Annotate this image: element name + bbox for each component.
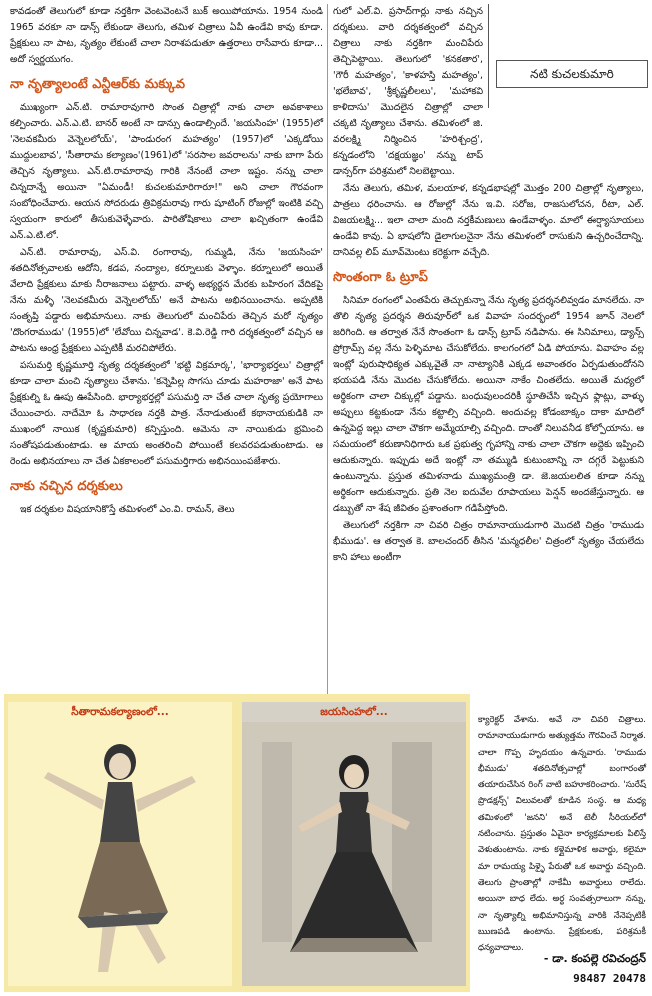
photo-caption: జయసింహలో... [320,706,388,718]
author-signature: - డా. కంపల్లె రవిచంద్రన్ [543,952,646,965]
photo-strip [4,694,470,992]
article-column-1 [10,4,323,692]
paragraph: తెలుగులో నర్తకిగా నా చివరి చిత్రం రామానాయుడుగారి మొదటి చిత్రం 'రాముడు భీముడు'. ఆ తర్వాత కె. బాలచందర్ తీసిన 'మన్మధలీల' చిత్రంలో నృత్యం చేయలేదు కాని హాలు అంటీగా [333,520,644,563]
article-title-box: నటి కుచలకుమారి [496,60,648,88]
paragraph: పసుమర్తి కృష్ణమూర్తి నృత్య దర్శకత్వంలో 'భట్టి విక్రమార్క', 'భార్యాభర్తలు' చిత్రాల్లో కూడా చాలా మంచి నృత్యాలు చేశాను. 'కన్నెపిల్ల సొగసు చూడు మహరాజా' అనే పాట ప్రేక్షకుల్ని ఓ ఊపు ఊపేసింది. భార్యాభర్తల్లో పసుమర్తి నా చేత చాలా నృత్య ప్రయోగాలు చేయించారు. నాదేమో ఓ సాధారణ నర్తకి పాత్ర. నేనాడుతుంటే కథానాయకుడికి నా ముఖంలో నాయిక (కృష్ణకుమారి) కన్పిస్తుంది. ఆమెను నా నాయికుడు భ్రమించి సంతోషపడుతుంటాడు. ఆ మాయ అంతరించి పోయింటే కలవరపడుతుంటాడు. ఆ రెండు అభినయాలు నా చేత ఏకకాలంలో పసుమర్తిగారు అభినయింపజేశారు. [10,360,323,467]
paragraph: ఎన్.టి. రామారావు, ఎస్.వి. రంగారావు, గుమ్మడి, నేను 'జయసింహ' శతదినోత్సవాలకు ఆదోని, కడప, నంద్యాల, కర్నూలుకు వెళ్ళాం. కర్నూలులో అయితే వేలాది ప్రేక్షకులు మాకు నీరాజనాలు పట్టారు. వాళ్ళ అభ్యర్థన మేరకు బహిరంగ వేదికపై నేను మళ్ళీ 'నెలవకమీరు వెన్నెలలోయ్' అనే పాటను అభినయించాను. అప్పటికి సంతృప్తి పడ్డారు అభిమానులు. నాకు తెలుగులో మంచిపేరు తెచ్చిన మరో నృత్యం 'దొంగరాముడు' (1955)లో 'లేవోయి చిన్నవాడ'. కె.వి.రెడ్డి గారి దర్శకత్వంలో వచ్చిన ఆ పాటను ఆంధ్ర ప్రేక్షకులు ఎప్పటికీ మరచిపోలేరు. [10,247,323,354]
column-divider [327,4,328,704]
paragraph: నేను తెలుగు, తమిళ, మలయాళ, కన్నడభాషల్లో మొత్తం 200 చిత్రాల్లో నృత్యాలు, పాత్రలు ధరించాను. ఆ రోజుల్లో నేను ఇ.వి. సరోజ, రాజసులోచన, రీటా, ఎల్. విజయలక్ష్మి... ఇలా చాలా మంది నర్తకీమణులు ఉండేవాళ్ళం. మాలో ఈర్ష్యాసూయలు ఉండేవి కావు. ఏ భాషలోని డైలాగులనైనా నేను తమిళంలో రాసుకుని ఉచ్చరించేదాన్ని. దానివల్ల లిప్ మూవ్‌మెంటు కరెక్టుగా వచ్చేది. [333,183,644,258]
section-heading-directors: నాకు నచ్చిన దర్శకులు [10,479,123,494]
paragraph: ఇక దర్శకుల విషయానికొస్తే తమిళంలో ఎం.వి. రామన్, తెలు [20,504,235,515]
paragraph: కావడంతో తెలుగులో కూడా నర్తకిగా వెంటవెంటనే బుక్ అయిపోయాను. 1954 నుండి 1965 వరకూ నా డాన్స్ లేకుండా తెలుగు, తమిళ చిత్రాలు ఏవీ ఉండేవి కావు కూడా. ప్రేక్షకులు నా పాట, నృత్యం లేకుంటే చాలా నిరాశపడుతూ ఉత్తరాలు రాసేవారు కూడా... అదో స్వర్ణయుగం. [10,6,323,65]
dancer-illustration [8,702,232,986]
dancer-photo-illustration [242,702,466,986]
paragraph: క్యారెక్టర్ వేశాను. అవే నా చివరి చిత్రాలు. రామానాయుడుగారు అత్యుత్తమ గౌరవించే నిర్మాత. చాలా గొప్ప హృదయం ఉన్నవారు. 'రాముడు భీముడు' శతదినోత్సవాల్లో బంగారంతో తయారుచేసిన రింగ్ వాటి బహూకరించారు. 'సురేష్ ప్రొడక్షన్స్' విలువలతో కూడిన సంస్థ. ఆ మధ్య తమిళంలో 'జనని' అనే టెలీ సీరియల్‌లో నటించాను. ప్రస్తుతం ఏవైనా కార్యక్రమాలకు పిలిస్తే వెళుతుంటాను. నాకు కళ్లైమాళిక అవార్డు, కలైమా మా రామయ్య పిళ్ళై పేరుతో ఒక అవార్డు వచ్చింది. తెలుగు ప్రాంతాల్లో నాకేమీ అవార్డులు రాలేదు. అయినా బాధ లేదు. అర్ధ సంవత్సరాలుగా నన్ను, నా నృత్యాల్ని అభిమానిస్తున్న వారికి నేనెప్పటికీ ఋణపడి ఉంటాను. ప్రేక్షకులకు, పరిశ్రమకీ ధన్యవాదాలు. [478,715,646,954]
section-heading-ntr: నా నృత్యాలంటే ఎన్టీఆర్‌కు మక్కువ [10,77,185,92]
photo-jayasimha [242,702,466,986]
photo-caption: సీతారామకల్యాణంలో... [71,706,169,718]
paragraph: ముఖ్యంగా ఎన్.టి. రామారావుగారి సొంత చిత్రాల్లో నాకు చాలా అవకాశాలు కల్పించారు. ఎన్.ఎ.టి. బానర్ అంటే నా డాన్సు ఉండాల్సిందే. 'జయసింహ' (1955)లో 'నెలవకమీరు వెన్నెలలోయ్', 'పాండురంగ మహత్యం' (1957)లో 'ఎక్కడోయి ముద్దులబావ', 'సీతారామ కల్యాణం'(1961)లో 'సరసాల జవరాలను' నాకు బాగా పేరు తెచ్చిన నృత్యాలు. ఎన్.టి.రామారావు గారికి నేనంటే చాలా ఇష్టం. నన్ను చాలా చిన్నదాన్నే అయినా "ఏమండీ! కుచలకుమారిగారూ!" అని చాలా గౌరవంగా సంబోధించేవారు. ఆయన సోదరుడు త్రివిక్రమరావు గారు షూటింగ్ రోజుల్లో ఇంటికి వచ్చి స్వయంగా కారులో తీసుకువెళ్ళేవారు. పారితోషికాలు చాలా ఖచ్చితంగా ఉండేవి ఎన్.ఎ.టి.లో. [10,102,323,241]
article-column-2 [333,4,644,709]
section-heading-troupe: సొంతంగా ఓ ట్రూప్ [333,270,428,285]
photo-seetharama-kalyanam [8,702,232,986]
paragraph: గులో ఎల్.వి. ప్రసాద్‌గార్లు నాకు నచ్చిన దర్శకులు. వారి దర్శకత్వంలో వచ్చిన చిత్రాలు నాకు నర్తకిగా మంచిపేరు తెచ్చిపెట్టాయి. తెలుగులో 'కనకతార', 'గౌరీ మహత్యం', 'కాళహస్తి మహత్యం', 'భలేబావ', 'శ్రీకృష్ణలీలలు', 'మహాకవి కాళిదాసు' మొదలైన చిత్రాల్లో చాలా చక్కటి నృత్యాలు చేశాను. తమిళంలో జి. వరలక్ష్మి నిర్మించిన 'హరిశ్చంద్ర', కన్నడంలోని 'దక్షయజ్ఞం' నన్ను టాప్ డాన్సర్‌గా పరిశ్రమలో నిలబెట్టాయి. [333,6,483,177]
article-column-3 [478,712,646,954]
author-phone: 98487 20478 [573,972,646,985]
paragraph: సినిమా రంగంలో ఎంతపేరు తెచ్చుకున్నా నేను నృత్య ప్రదర్శనలివ్వడం మానలేదు. నా తొలి నృత్య ప్రదర్శన తిరువూర్‌లో ఒక వివాహ సందర్భంలో 1954 జూన్ నెలలో జరిగింది. ఆ తర్వాత నేనే సొంతంగా ఓ డాన్స్ ట్రూప్ నడిపాను. ఈ సినిమాలు, డ్యాన్స్ ప్రోగ్రామ్స్ వల్ల నేను పెళ్ళిమాట చేసుకోలేదు. కాలగంగలో ఏడి పోయాను. వివాహం వల్ల ఇంట్లో పురుషాధిక్యత ఎక్కువైతే నా నాట్యానికి ఎక్కడ అవాంతరం ఏర్పడుతుందోనని భయపడి నేను మొదట చేసుకోలేదు. అయినా నాకేం చింతలేదు. అయితే మధ్యలో అర్థికంగా చాలా చిక్కుల్లో పడ్డాను. బంధువులందరికీ స్థూతిచేసి ఇచ్చిన ఫ్లాట్లు, వాళ్ళు అప్పులు కట్టకుండా నేను కట్టాల్సి వచ్చింది. అందువల్ల కోడంబాక్కం దాకా మాదిలో ఉన్నపెద్ద ఇల్లు చాలా చౌకగా అమ్మేయాల్సి వచ్చింది. దాంతో నిలువనీడ కోల్పోయాను. ఆ సమయంలో కరుణానిధిగారు ఒక ప్రభుత్వ గృహాన్ని నాకు చాలా చౌకగా అద్దెకు ఇప్పించి ఆదుకున్నారు. ఇప్పుడు అదే ఇంట్లో నా తమ్ముడి కుటుంబాన్ని నా దగ్గరే పెట్టుకుని ఉంటున్నాను. ప్రస్తుత తమిళనాడు ముఖ్యమంత్రి డా. జె.జయలలిత కూడా నన్ను అర్థికంగా ఆదుకున్నారు. ప్రతి నెల ఐదువేల రూపాయలు పెన్షన్ అందజేస్తున్నారు. ఆ డబ్బుతో నా శేష జీవితం ప్రశాంతంగా గడిపేస్తోంది. [333,295,644,514]
